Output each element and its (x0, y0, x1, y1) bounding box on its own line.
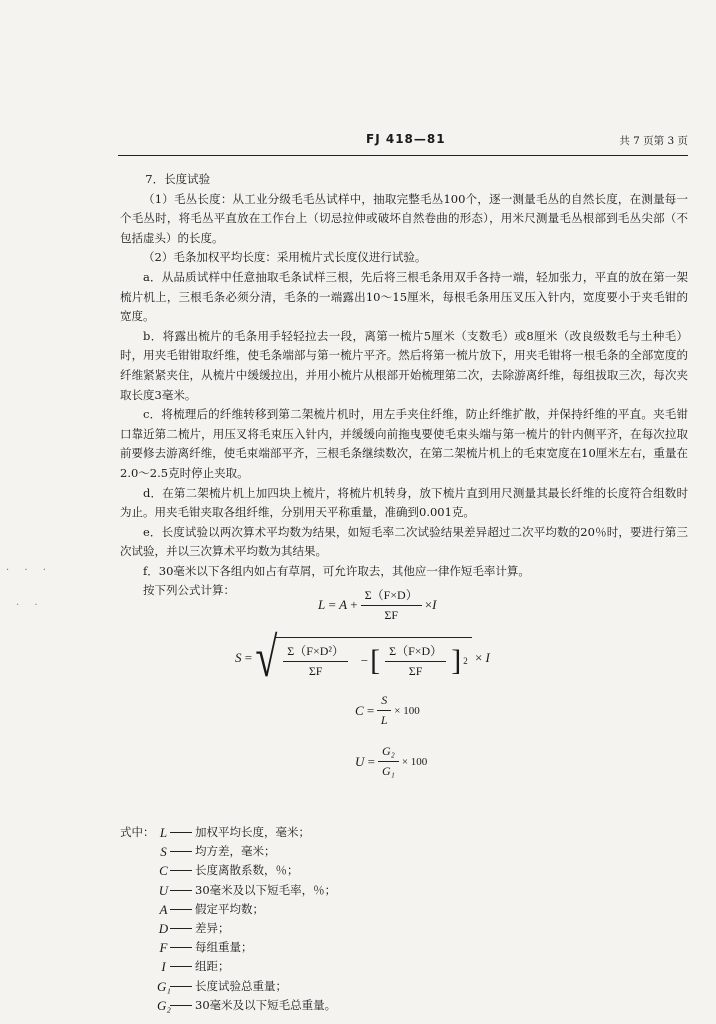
legend-row (120, 861, 336, 880)
legend-lead: 式中： (120, 825, 155, 839)
legend-symbol: G₂ (157, 997, 171, 1013)
legend-description: 长度离散系数，％； (195, 863, 299, 878)
formula-symbol: I (485, 650, 490, 665)
legend-symbol: L (159, 825, 168, 840)
page-number-info: 共 7 页第 3 页 (619, 135, 688, 147)
formula-weighted-length: L = A + $\frac{\Sigma(F\times D)}{\Sigma F}$ × I (318, 588, 437, 622)
legend-symbol: U (158, 882, 169, 898)
legend-description: 均方差，毫米； (195, 844, 276, 859)
paragraph-step-e: e．长度试验以两次算术平均数为结果，如短毛率二次试验结果差异超过二次平均数的20％时，要进行第三次试验，并以三次算术平均数为其结果。 (120, 524, 688, 559)
legend-description: 30毫米及以下短毛率，％； (195, 882, 337, 897)
formula-symbol: U (355, 753, 365, 769)
legend-row (120, 977, 336, 996)
formula-fraction (378, 744, 399, 779)
page-header (118, 130, 688, 152)
scan-speck: · · (16, 600, 44, 611)
legend-dash (170, 861, 192, 871)
paragraph-step-c: c．将梳理后的纤维转移到第二架梳片机时，用左手夹住纤维，防止纤维扩散，并保持纤维的平直。夹毛钳口靠近第二梳片，用压叉将毛束压入针内，并缓缓向前拖曳要使毛束头端与第一梳片的针内侧平齐，在每次拉取前要修去游离纤维，使毛束端部平齐，三根毛条继续数次，在第二架梳片机上的毛束宽度在10厘米左右，重量在2.0～2.5克时停止夹取。 (120, 407, 688, 480)
formula-fraction (361, 586, 422, 623)
paragraph-step-d: d．在第二架梳片机上加四块上梳片，将梳片机转身，放下梳片直到用尺测量其最长纤维的长度符合组数时为止。用夹毛钳夹取各组纤维，分别用天平称重量，准确到0.001克。 (120, 485, 688, 520)
paragraph-sliver-length: （2）毛条加权平均长度：采用梳片式长度仪进行试验。 (143, 250, 427, 265)
fraction-numerator: Σ（F×D²） (283, 642, 348, 662)
fraction-numerator: G₂ (378, 744, 399, 762)
legend-row (120, 823, 336, 842)
legend-row (120, 957, 336, 976)
fraction-numerator: Σ（F×D） (385, 642, 446, 662)
legend-row (120, 919, 336, 938)
formula-fraction (385, 642, 446, 679)
formula-fraction (283, 642, 348, 679)
formula-multiplier: × 100 (394, 704, 420, 717)
legend-description: 假定平均数； (195, 901, 264, 916)
fraction-denominator: G₁ (381, 764, 395, 778)
formula-symbol: S (235, 650, 242, 665)
legend-row (120, 938, 336, 957)
fraction-denominator: L (380, 713, 388, 727)
square-root: √ $\frac{\text{Σ（F×D²）}}{\Sigma F}$ − [ $\frac{\Sigma(F\times D)}{\Sigma F}$ ] 2 (255, 637, 471, 679)
legend-dash (170, 957, 192, 967)
legend-row (120, 996, 336, 1015)
legend-description: 30毫米及以下短毛总重量。 (195, 997, 337, 1012)
header-rule (118, 155, 688, 156)
legend-symbol: G₁ (157, 978, 171, 994)
legend-dash (170, 881, 192, 891)
legend-dash (170, 938, 192, 948)
paragraph-step-f: f．30毫米以下各组内如占有草屑，可允许取去，其他应一律作短毛率计算。 (143, 563, 530, 578)
paragraph-fleece-length: （1）毛丛长度：从工业分级毛毛丛试样中，抽取完整毛丛100个，逐一测量毛丛的自然长度，在测量每一个毛丛时，将毛丛平直放在工作台上（切忌拉伸或破坏自然卷曲的形态），用米尺测量毛丛根部到毛丛尖部（不包括虚头）的长度。 (120, 191, 688, 245)
fraction-numerator: S (377, 693, 391, 711)
legend-dash (170, 919, 192, 929)
legend-row (120, 881, 336, 900)
formula-symbol: A (339, 596, 348, 612)
fraction-denominator: ΣF (308, 664, 323, 678)
legend-description: 加权平均长度，毫米； (195, 825, 310, 839)
formula-short-fiber-rate: U = $\frac{\text{G₂}}{\text{G₁}}$ × 100 (355, 744, 428, 778)
legend-description: 长度试验总重量； (195, 978, 287, 993)
legend-symbol: D (158, 921, 169, 937)
legend-description: 每组重量； (195, 940, 253, 955)
paragraph-step-a: a．从品质试样中任意抽取毛条试样三根，先后将三根毛条用双手各持一端，轻加张力，平直的放在第一架梳片机上，三根毛条必须分清，毛条的一端露出10～15厘米，每根毛条用压叉压入针内，宽度要小于夹毛钳的宽度。 (120, 269, 688, 324)
legend-dash (170, 823, 192, 833)
formula-intro: 按下列公式计算： (143, 583, 235, 598)
legend-description: 差异； (195, 921, 230, 936)
paragraph-step-b: b．将露出梳片的毛条用手轻轻拉去一段，离第一梳片5厘米（支数毛）或8厘米（改良级数毛与土种毛）时，用夹毛钳钳取纤维，使毛条端部与第一梳片平齐。然后将第一梳片放下，用夹毛钳将一根毛条的全部宽度的纤维紧紧夹住，从梳片中缓缓拉出，并用小梳片从根部开始梳理第二次，去除游离纤维，每组拔取三次，每次夹取长度3毫米。 (120, 328, 688, 402)
legend-dash (170, 842, 192, 852)
formula-fraction (377, 693, 391, 728)
legend-symbol: A (159, 901, 168, 917)
legend-symbol: S (160, 844, 167, 860)
scan-speck: · · · (6, 565, 52, 576)
fraction-denominator: ΣF (384, 608, 398, 622)
formula-symbol: L (318, 596, 326, 612)
standard-code: FJ 418—81 (366, 132, 446, 146)
symbol-legend (120, 823, 336, 1015)
legend-dash (170, 977, 192, 987)
formula-symbol: I (432, 596, 437, 612)
legend-dash (170, 996, 192, 1006)
legend-dash (170, 900, 192, 910)
formula-symbol: C (355, 702, 364, 718)
section-title: 7．长度试验 (145, 172, 211, 186)
legend-symbol: C (159, 863, 168, 879)
legend-symbol: I (161, 959, 166, 975)
document-body (120, 170, 688, 601)
fraction-denominator: ΣF (408, 664, 423, 678)
legend-row (120, 842, 336, 861)
legend-symbol: F (159, 940, 168, 956)
fraction-numerator: Σ（F×D） (361, 586, 422, 606)
legend-description: 组距； (195, 959, 230, 974)
exponent: 2 (463, 655, 468, 666)
formula-dispersion-coefficient: C = $\frac{S}{L}$ × 100 (355, 693, 420, 727)
formula-multiplier: × 100 (401, 755, 428, 768)
legend-row (120, 900, 336, 919)
formula-standard-deviation: S = √ $\frac{\text{Σ（F×D²）}}{\Sigma F}$ − [ $\frac{\Sigma(F\times D)}{\Sigma F}$ ] 2 × I (235, 625, 490, 689)
